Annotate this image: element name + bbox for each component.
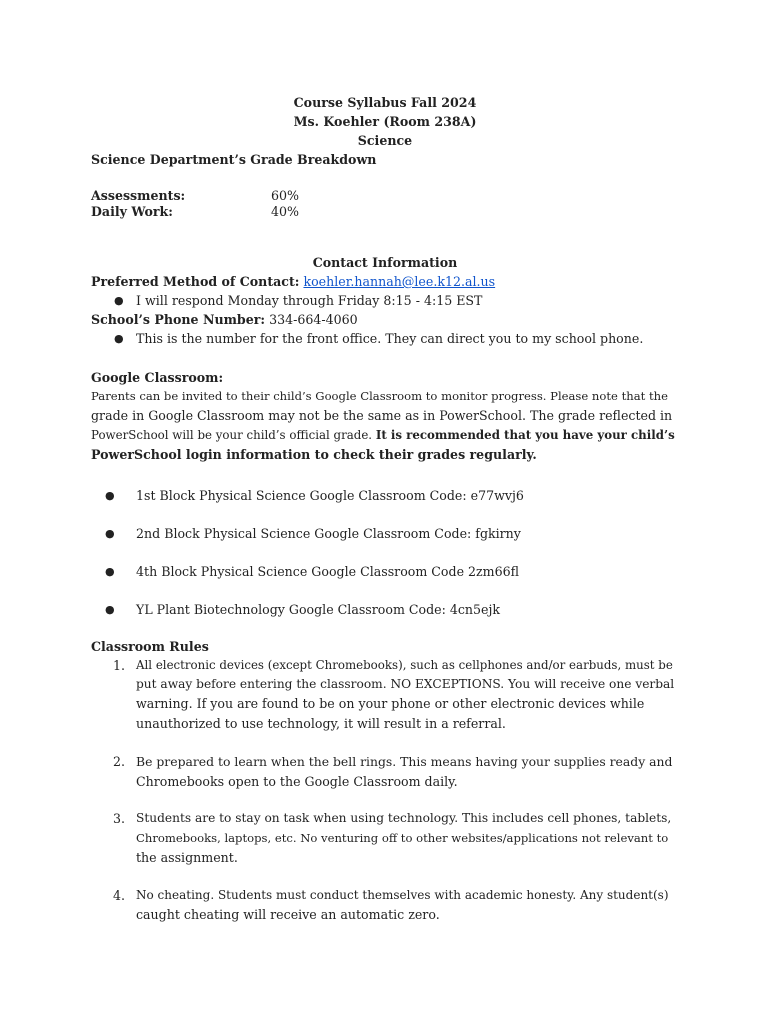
rule-line: All electronic devices (except Chromebooks), such as cellphones and/or earbuds, must be xyxy=(136,658,673,672)
contact-heading: Contact Information xyxy=(312,255,458,270)
rule-line: No cheating. Students must conduct themselves with academic honesty. Any student(s) xyxy=(136,888,669,902)
classroom-paragraph-line xyxy=(91,426,675,445)
phone-line xyxy=(91,310,358,329)
rule-line: put away before entering the classroom. NO EXCEPTIONS. You will receive one verbal xyxy=(136,677,675,691)
page-title: Course Syllabus Fall 2024 xyxy=(293,95,477,110)
rule-line: Chromebooks open to the Google Classroom daily. xyxy=(136,774,458,789)
grade-label-daily-work: Daily Work: xyxy=(91,204,173,219)
phone-label: School’s Phone Number: xyxy=(91,312,266,327)
class-code-item: 4th Block Physical Science Google Classroom Code 2zm66fl xyxy=(136,564,520,579)
classroom-official-grade-text: PowerSchool will be your child’s official grade. xyxy=(91,428,373,442)
bullet-icon: ● xyxy=(105,603,115,616)
classroom-recommendation-text: It is recommended that you have your child’s xyxy=(375,428,675,442)
bullet-icon: ● xyxy=(114,294,124,307)
grade-value-assessments: 60% xyxy=(271,188,299,203)
bullet-icon: ● xyxy=(105,527,115,540)
preferred-contact-line xyxy=(91,272,495,291)
grade-label-assessments: Assessments: xyxy=(91,188,186,203)
rule-line: unauthorized to use technology, it will result in a referral. xyxy=(136,716,506,731)
bullet-icon: ● xyxy=(114,332,124,345)
rule-line: warning. If you are found to be on your phone or other electronic devices while xyxy=(136,696,645,711)
classroom-rules-heading: Classroom Rules xyxy=(91,639,209,654)
bullet-icon: ● xyxy=(105,565,115,578)
bullet-icon: ● xyxy=(105,489,115,502)
google-classroom-heading: Google Classroom: xyxy=(91,370,224,385)
classroom-paragraph-line: Parents can be invited to their child’s Google Classroom to monitor progress. Please note that the xyxy=(91,389,668,403)
grade-value-daily-work: 40% xyxy=(271,204,299,219)
respond-note: I will respond Monday through Friday 8:15 - 4:15 EST xyxy=(136,293,483,308)
teacher-line: Ms. Koehler (Room 238A) xyxy=(293,114,477,129)
rule-number: 3. xyxy=(113,811,126,826)
rule-number: 1. xyxy=(113,658,126,673)
rule-line: the assignment. xyxy=(136,850,238,865)
rule-line: Chromebooks, laptops, etc. No venturing off to other websites/applications not relevant to xyxy=(136,831,669,845)
email-link[interactable]: koehler.hannah@lee.k12.al.us xyxy=(303,274,496,289)
class-code-item: YL Plant Biotechnology Google Classroom Code: 4cn5ejk xyxy=(136,602,501,617)
grade-breakdown-heading: Science Department’s Grade Breakdown xyxy=(91,152,377,167)
rule-line: Students are to stay on task when using technology. This includes cell phones, tablets, xyxy=(136,811,672,825)
class-code-item: 1st Block Physical Science Google Classroom Code: e77wvj6 xyxy=(136,488,524,503)
class-code-item: 2nd Block Physical Science Google Classroom Code: fgkirny xyxy=(136,526,521,541)
classroom-paragraph-line: grade in Google Classroom may not be the same as in PowerSchool. The grade reflected in xyxy=(91,408,673,423)
subject-line: Science xyxy=(357,133,413,148)
phone-number: 334-664-4060 xyxy=(269,312,358,327)
preferred-contact-label: Preferred Method of Contact: xyxy=(91,274,300,289)
classroom-recommendation-line: PowerSchool login information to check their grades regularly. xyxy=(91,447,537,462)
rule-line: caught cheating will receive an automatic zero. xyxy=(136,907,440,922)
rule-number: 2. xyxy=(113,754,126,769)
rule-line: Be prepared to learn when the bell rings. This means having your supplies ready and xyxy=(136,754,673,769)
phone-note: This is the number for the front office. They can direct you to my school phone. xyxy=(136,331,644,346)
rule-number: 4. xyxy=(113,888,126,903)
